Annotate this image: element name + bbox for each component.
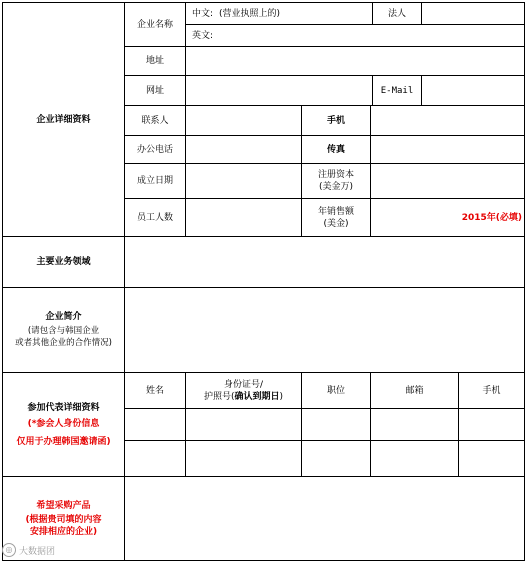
fax-input[interactable] — [371, 136, 524, 163]
procurement-section-title: 希望采购产品 — [36, 500, 91, 511]
registered-capital-label: 注册资本 (美金万) — [317, 170, 354, 192]
delegate-row-1[interactable] — [125, 409, 524, 440]
employees-label: 员工人数 — [136, 212, 173, 223]
address-label: 地址 — [145, 56, 164, 66]
legal-rep-label: 法人 — [387, 8, 406, 19]
company-name-label: 企业名称 — [136, 19, 173, 30]
company-section-title: 企业详细资料 — [36, 114, 91, 125]
delegate-col-id-line2 — [204, 391, 283, 403]
registered-capital-input[interactable] — [371, 164, 524, 198]
delegate-col-name: 姓名 — [145, 385, 164, 396]
email-input[interactable] — [422, 76, 524, 105]
contact-label: 联系人 — [141, 115, 169, 126]
delegates-section-label — [3, 373, 124, 476]
fax-label: 传真 — [326, 144, 345, 155]
chinese-name-label: 中文: — [192, 8, 214, 19]
email-label: E-Mail — [380, 85, 414, 96]
delegate-col-id-line2-a: 护照号( — [203, 391, 235, 402]
delegate-col-email: 邮箱 — [405, 385, 424, 396]
website-label: 网址 — [145, 85, 164, 96]
office-phone-input[interactable] — [186, 136, 301, 163]
mobile-label: 手机 — [326, 115, 345, 126]
chinese-name-row — [186, 3, 372, 24]
watermark-text: 大数据团 — [19, 546, 56, 557]
annual-sales-label: 年销售额 (美金) — [317, 206, 354, 229]
delegates-note-line2: 仅用于办理韩国邀请函) — [16, 436, 111, 447]
employees-input[interactable] — [186, 199, 301, 236]
company-profile-input[interactable] — [125, 288, 524, 372]
annual-sales-note[interactable]: 2015年(必填) — [461, 212, 522, 223]
founded-label: 成立日期 — [136, 176, 173, 186]
delegate-row-2[interactable] — [125, 441, 524, 476]
delegate-col-id-expiry: 确认到期日 — [234, 391, 280, 402]
chinese-name-hint: (营业执照上的) — [219, 8, 281, 19]
english-name-label: 英文: — [192, 30, 214, 41]
profile-section-note: (请包含与韩国企业 或者其他企业的合作情况) — [15, 326, 112, 348]
profile-section-title: 企业简介 — [45, 312, 82, 322]
english-name-input[interactable] — [260, 25, 524, 46]
delegate-col-mobile: 手机 — [482, 385, 501, 396]
mobile-input[interactable] — [371, 106, 524, 135]
weibo-logo-icon: ◎ — [2, 543, 16, 557]
founded-input[interactable] — [186, 164, 301, 198]
delegate-col-id-line2-c: ) — [279, 391, 284, 402]
delegates-note-line1: (*参会人身份信息 — [27, 418, 100, 429]
website-input[interactable] — [186, 76, 372, 105]
contact-input[interactable] — [186, 106, 301, 135]
legal-rep-input[interactable] — [422, 3, 524, 24]
delegate-col-id — [186, 373, 301, 408]
procurement-input[interactable] — [125, 477, 524, 560]
delegate-col-id-line1: 身份证号/ — [223, 379, 264, 390]
delegate-col-position: 职位 — [326, 385, 345, 396]
business-areas-input[interactable] — [125, 237, 524, 287]
border-bottom — [2, 560, 525, 561]
business-section-title: 主要业务领域 — [36, 257, 91, 267]
delegates-section-title: 参加代表详细资料 — [27, 402, 100, 413]
border-right — [524, 2, 525, 561]
watermark — [2, 541, 55, 559]
profile-section-label — [3, 288, 124, 372]
office-phone-label: 办公电话 — [136, 144, 173, 155]
procurement-section-note: (根据贵司填的内容 安排相应的企业) — [25, 514, 102, 537]
address-input[interactable] — [186, 47, 524, 75]
